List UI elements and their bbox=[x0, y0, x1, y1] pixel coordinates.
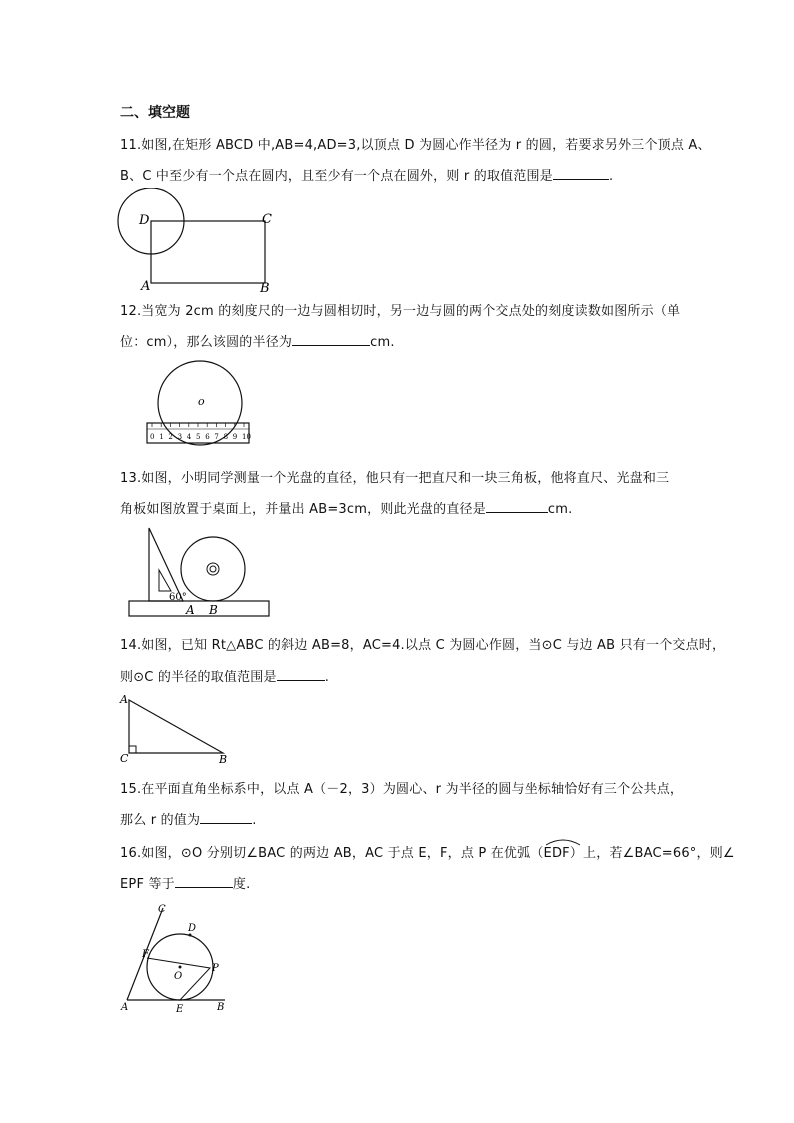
q14-line2-end: . bbox=[324, 670, 330, 685]
q11-label-d: D bbox=[139, 213, 150, 228]
q11-figure bbox=[115, 188, 280, 294]
q13-label-b: B bbox=[209, 603, 218, 617]
q16-arc-symbol bbox=[544, 843, 570, 861]
q14-answer-blank bbox=[277, 668, 325, 681]
q12-ruler-tick-label: 1 bbox=[159, 433, 164, 441]
q16-label-d: D bbox=[188, 923, 197, 934]
q16-figure bbox=[115, 900, 240, 1015]
q15-answer-blank bbox=[200, 811, 252, 824]
q14-right-angle-mark bbox=[129, 746, 136, 753]
q14-label-b: B bbox=[219, 753, 228, 766]
q12-line2 bbox=[120, 331, 395, 350]
q13-line2 bbox=[120, 498, 572, 517]
q12-ruler-tick-label: 8 bbox=[223, 433, 229, 441]
q12-line1: 12.当宽为 2cm 的刻度尺的一边与圆相切时，另一边与圆的两个交点处的刻度读数如图所示（单 bbox=[120, 304, 681, 319]
q12-ruler-tick-label: 7 bbox=[214, 433, 219, 441]
q11-line2-end: . bbox=[608, 169, 614, 184]
q14-label-c: C bbox=[120, 752, 129, 765]
q11-rectangle bbox=[151, 221, 265, 283]
q16-center-dot bbox=[179, 966, 182, 969]
q15-line1: 15.在平面直角坐标系中，以点 A（－2，3）为圆心、r 为半径的圆与坐标轴恰好有三个公共点， bbox=[120, 782, 684, 797]
q16-arc-mark bbox=[544, 838, 582, 846]
q12-line2-end: cm. bbox=[370, 335, 395, 350]
q13-label-a: A bbox=[186, 603, 195, 617]
q12-ruler-tick-label: 5 bbox=[196, 433, 201, 441]
q12-ruler-tick-label: 4 bbox=[186, 433, 192, 441]
q14-line1: 14.如图，已知 Rt△ABC 的斜边 AB=8，AC=4.以点 C 为圆心作圆，当⊙C 与边 AB 只有一个交点时， bbox=[120, 638, 726, 653]
q13-answer-blank bbox=[486, 500, 548, 513]
q14-line2-text: 则⊙C 的半径的取值范围是 bbox=[120, 670, 277, 685]
q16-line2-end: 度. bbox=[232, 877, 251, 892]
q13-disc-hole-outer bbox=[207, 563, 219, 575]
q12-ruler-tick-label: 0 bbox=[150, 433, 155, 441]
q13-line2-end: cm. bbox=[547, 502, 573, 517]
q11-label-a: A bbox=[141, 279, 151, 294]
q12-center-label: o bbox=[198, 395, 205, 408]
q16-label-e: E bbox=[176, 1004, 184, 1015]
q16-line2-text: EPF 等于 bbox=[120, 877, 175, 892]
q16-label-f: F bbox=[142, 949, 149, 960]
q11-label-c: C bbox=[262, 212, 272, 227]
q12-ruler-tick-label: 10 bbox=[242, 433, 251, 441]
q14-line2 bbox=[120, 666, 329, 685]
q16-label-c: C bbox=[158, 904, 166, 915]
q12-line2-text: 位：cm），那么该圆的半径为 bbox=[120, 335, 293, 350]
q12-ruler-tick-label: 6 bbox=[205, 433, 210, 441]
q12-ruler-tick-label: 3 bbox=[177, 433, 183, 441]
q16-line1 bbox=[120, 842, 735, 861]
q16-answer-blank bbox=[175, 875, 233, 888]
q16-label-p: P bbox=[212, 963, 219, 974]
q16-line2 bbox=[120, 873, 250, 892]
q14-figure bbox=[115, 690, 237, 766]
q13-set-square-inner bbox=[159, 570, 171, 591]
q11-line2-text: B、C 中至少有一个点在圆内，且至少有一个点在圆外，则 r 的取值范围是 bbox=[120, 169, 553, 184]
q12-ruler-tick-label: 2 bbox=[168, 433, 173, 441]
section-heading: 二、填空题 bbox=[120, 105, 190, 121]
q12-answer-blank bbox=[292, 333, 370, 346]
q16-line1-text-b: ）上，若∠BAC=66°，则∠ bbox=[569, 846, 735, 861]
q12-figure bbox=[140, 355, 260, 447]
q14-triangle bbox=[129, 700, 223, 753]
q15-line2-text: 那么 r 的值为 bbox=[120, 813, 201, 828]
q13-angle-label: 60° bbox=[169, 592, 187, 603]
q14-label-a: A bbox=[120, 693, 128, 706]
q13-line1: 13.如图，小明同学测量一个光盘的直径，他只有一把直尺和一块三角板，他将直尺、光盘和三 bbox=[120, 471, 670, 486]
q12-ruler-tick-label: 9 bbox=[232, 433, 238, 441]
q11-answer-blank bbox=[553, 167, 609, 180]
q13-set-square bbox=[149, 528, 183, 601]
q13-ruler bbox=[129, 601, 269, 616]
q15-line2-end: . bbox=[252, 813, 257, 828]
q16-line1-text-a: 16.如图，⊙O 分别切∠BAC 的两边 AB，AC 于点 E，F，点 P 在优弧（ bbox=[120, 846, 544, 861]
q13-figure bbox=[125, 522, 275, 620]
q11-line1: 11.如图,在矩形 ABCD 中,AB=4,AD=3,以顶点 D 为圆心作半径为 r 的圆，若要求另外三个顶点 A、 bbox=[120, 138, 711, 153]
q13-disc-hole-inner bbox=[210, 566, 216, 572]
q16-label-a: A bbox=[121, 1002, 129, 1013]
q16-label-o: O bbox=[174, 971, 183, 982]
q13-line2-text: 角板如图放置于桌面上，并量出 AB=3cm，则此光盘的直径是 bbox=[120, 502, 486, 517]
q11-label-b: B bbox=[260, 281, 270, 294]
q16-arc-label: EDF bbox=[543, 846, 570, 861]
q13-disc bbox=[181, 537, 245, 601]
q15-line2 bbox=[120, 809, 257, 828]
q11-line2 bbox=[120, 165, 613, 184]
q16-label-b: B bbox=[217, 1002, 225, 1013]
